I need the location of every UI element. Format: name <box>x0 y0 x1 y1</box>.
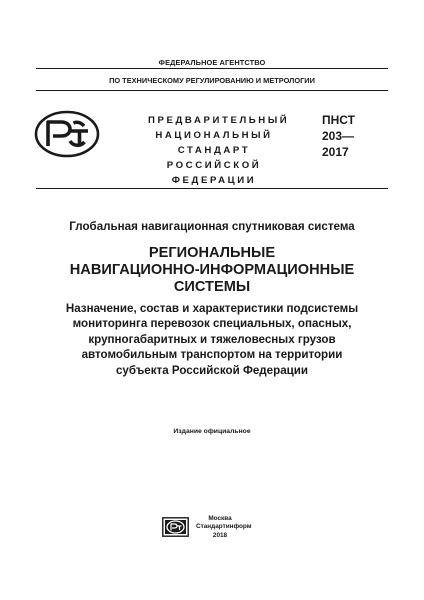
subtitle-line: Назначение, состав и характеристики подсистемы <box>65 302 359 315</box>
document-title-line: РЕГИОНАЛЬНЫЕ <box>148 245 276 261</box>
publisher-name: Стандартинформ <box>196 523 252 531</box>
standard-type-line: СТАНДАРТ <box>177 145 251 156</box>
designation-number: 203— <box>322 129 355 143</box>
standard-type-line: ПРЕДВАРИТЕЛЬНЫЙ <box>148 115 290 126</box>
standard-type <box>148 113 290 188</box>
document-title-line: СИСТЕМЫ <box>173 279 251 295</box>
subtitle-line: крупногабаритных и тяжеловесных грузов <box>88 332 336 346</box>
subtitle-line: мониторинга перевозок специальных, опасных, <box>72 317 352 331</box>
standard-type-line: ФЕДЕРАЦИИ <box>171 175 257 186</box>
designation-year: 2017 <box>322 145 349 159</box>
publisher-info <box>196 515 252 540</box>
standartinform-logo-icon <box>162 517 189 537</box>
header-rule-top <box>36 68 388 69</box>
subtitle-line: автомобильным транспортом на территории <box>81 348 343 362</box>
document-subtitle <box>0 301 424 378</box>
agency-name-line1: ФЕДЕРАЛЬНОЕ АГЕНТСТВО <box>158 58 266 67</box>
system-name: Глобальная навигационная спутниковая система <box>69 220 355 233</box>
document-title <box>0 245 424 296</box>
standard-designation <box>322 112 394 160</box>
standard-type-line: НАЦИОНАЛЬНЫЙ <box>155 130 273 141</box>
standard-type-line: РОССИЙСКОЙ <box>166 160 262 171</box>
subtitle-line: субъекта Российской Федерации <box>115 363 309 377</box>
edition-label: Издание официальное <box>173 428 251 435</box>
agency-name-line2: ПО ТЕХНИЧЕСКОМУ РЕГУЛИРОВАНИЮ И МЕТРОЛОГИИ <box>109 76 315 85</box>
header-rule-bottom <box>36 90 388 91</box>
document-title-line: НАВИГАЦИОННО-ИНФОРМАЦИОННЫЕ <box>69 262 355 278</box>
publisher-city: Москва <box>208 515 232 522</box>
gost-r-logo-icon <box>34 110 100 158</box>
designation-prefix: ПНСТ <box>322 113 355 127</box>
title-rule <box>36 188 388 189</box>
publisher-year: 2018 <box>212 531 228 539</box>
